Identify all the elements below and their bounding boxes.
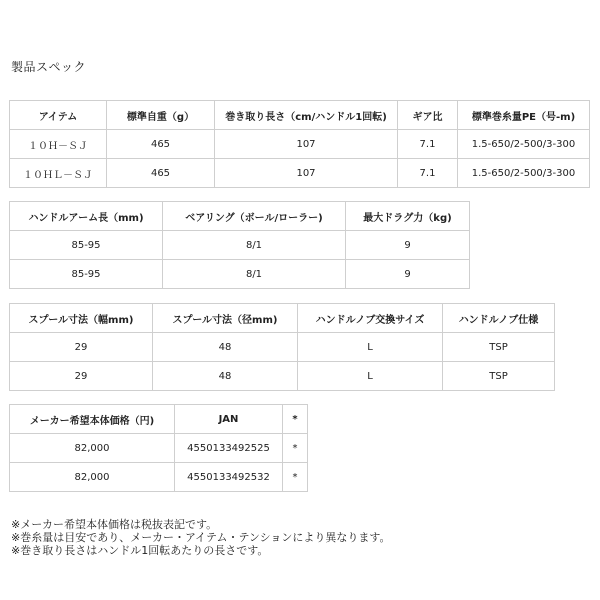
table-row xyxy=(10,130,590,159)
cell-item: １０ＨＬ－ＳＪ xyxy=(10,159,107,188)
spec-table-price-jan xyxy=(9,404,308,492)
cell-gear-ratio: 7.1 xyxy=(398,159,458,188)
cell-knob-size: L xyxy=(298,362,443,391)
table-row xyxy=(10,260,470,289)
table-row xyxy=(10,362,555,391)
page-title: 製品スペック xyxy=(11,60,87,74)
cell-spool-diameter: 48 xyxy=(153,333,298,362)
cell-asterisk: * xyxy=(283,463,308,492)
cell-handle-arm-length: 85-95 xyxy=(10,260,163,289)
cell-price: 82,000 xyxy=(10,434,175,463)
column-header-asterisk: * xyxy=(283,405,308,434)
column-header-price: メーカー希望本体価格（円) xyxy=(10,405,175,434)
table-row xyxy=(10,159,590,188)
footnotes xyxy=(11,518,391,557)
footnote-price: ※メーカー希望本体価格は税抜表記です。 xyxy=(11,518,218,531)
cell-retrieve-length: 107 xyxy=(215,130,398,159)
table-header-row xyxy=(10,202,470,231)
cell-jan: 4550133492532 xyxy=(175,463,283,492)
cell-retrieve-length: 107 xyxy=(215,159,398,188)
column-header-item: アイテム xyxy=(10,101,107,130)
table-row xyxy=(10,463,308,492)
cell-item: １０Ｈ－ＳＪ xyxy=(10,130,107,159)
cell-knob-spec: TSP xyxy=(443,362,555,391)
cell-bearing: 8/1 xyxy=(163,260,346,289)
cell-line-capacity: 1.5-650/2-500/3-300 xyxy=(458,130,590,159)
column-header-retrieve-length: 巻き取り長さ（cm/ハンドル1回転) xyxy=(215,101,398,130)
cell-spool-width: 29 xyxy=(10,333,153,362)
column-header-knob-size: ハンドルノブ交換サイズ xyxy=(298,304,443,333)
column-header-spool-width: スプール寸法（幅mm) xyxy=(10,304,153,333)
table-header-row xyxy=(10,405,308,434)
table-header-row xyxy=(10,101,590,130)
cell-spool-diameter: 48 xyxy=(153,362,298,391)
spec-table-handle-bearing xyxy=(9,201,470,289)
cell-knob-size: L xyxy=(298,333,443,362)
cell-spool-width: 29 xyxy=(10,362,153,391)
column-header-line-capacity: 標準巻糸量PE（号-m) xyxy=(458,101,590,130)
cell-handle-arm-length: 85-95 xyxy=(10,231,163,260)
table-row xyxy=(10,434,308,463)
spec-table-spool-knob xyxy=(9,303,555,391)
column-header-spool-diameter: スプール寸法（径mm) xyxy=(153,304,298,333)
cell-knob-spec: TSP xyxy=(443,333,555,362)
spec-table-basic xyxy=(9,100,590,188)
cell-weight: 465 xyxy=(107,130,215,159)
cell-gear-ratio: 7.1 xyxy=(398,130,458,159)
footnote-line-capacity: ※巻糸量は目安であり、メーカー・アイテム・テンションにより異なります。 xyxy=(11,531,391,544)
column-header-max-drag: 最大ドラグ力（kg) xyxy=(346,202,470,231)
cell-asterisk: * xyxy=(283,434,308,463)
column-header-jan: JAN xyxy=(175,405,283,434)
cell-weight: 465 xyxy=(107,159,215,188)
table-row xyxy=(10,231,470,260)
cell-line-capacity: 1.5-650/2-500/3-300 xyxy=(458,159,590,188)
column-header-weight: 標準自重（g） xyxy=(107,101,215,130)
cell-max-drag: 9 xyxy=(346,231,470,260)
cell-bearing: 8/1 xyxy=(163,231,346,260)
table-header-row xyxy=(10,304,555,333)
column-header-gear-ratio: ギア比 xyxy=(398,101,458,130)
footnote-retrieve-length: ※巻き取り長さはハンドル1回転あたりの長さです。 xyxy=(11,544,269,557)
cell-max-drag: 9 xyxy=(346,260,470,289)
column-header-handle-arm-length: ハンドルアーム長（mm) xyxy=(10,202,163,231)
column-header-bearing: ベアリング（ボール/ローラー) xyxy=(163,202,346,231)
table-row xyxy=(10,333,555,362)
cell-jan: 4550133492525 xyxy=(175,434,283,463)
cell-price: 82,000 xyxy=(10,463,175,492)
column-header-knob-spec: ハンドルノブ仕様 xyxy=(443,304,555,333)
